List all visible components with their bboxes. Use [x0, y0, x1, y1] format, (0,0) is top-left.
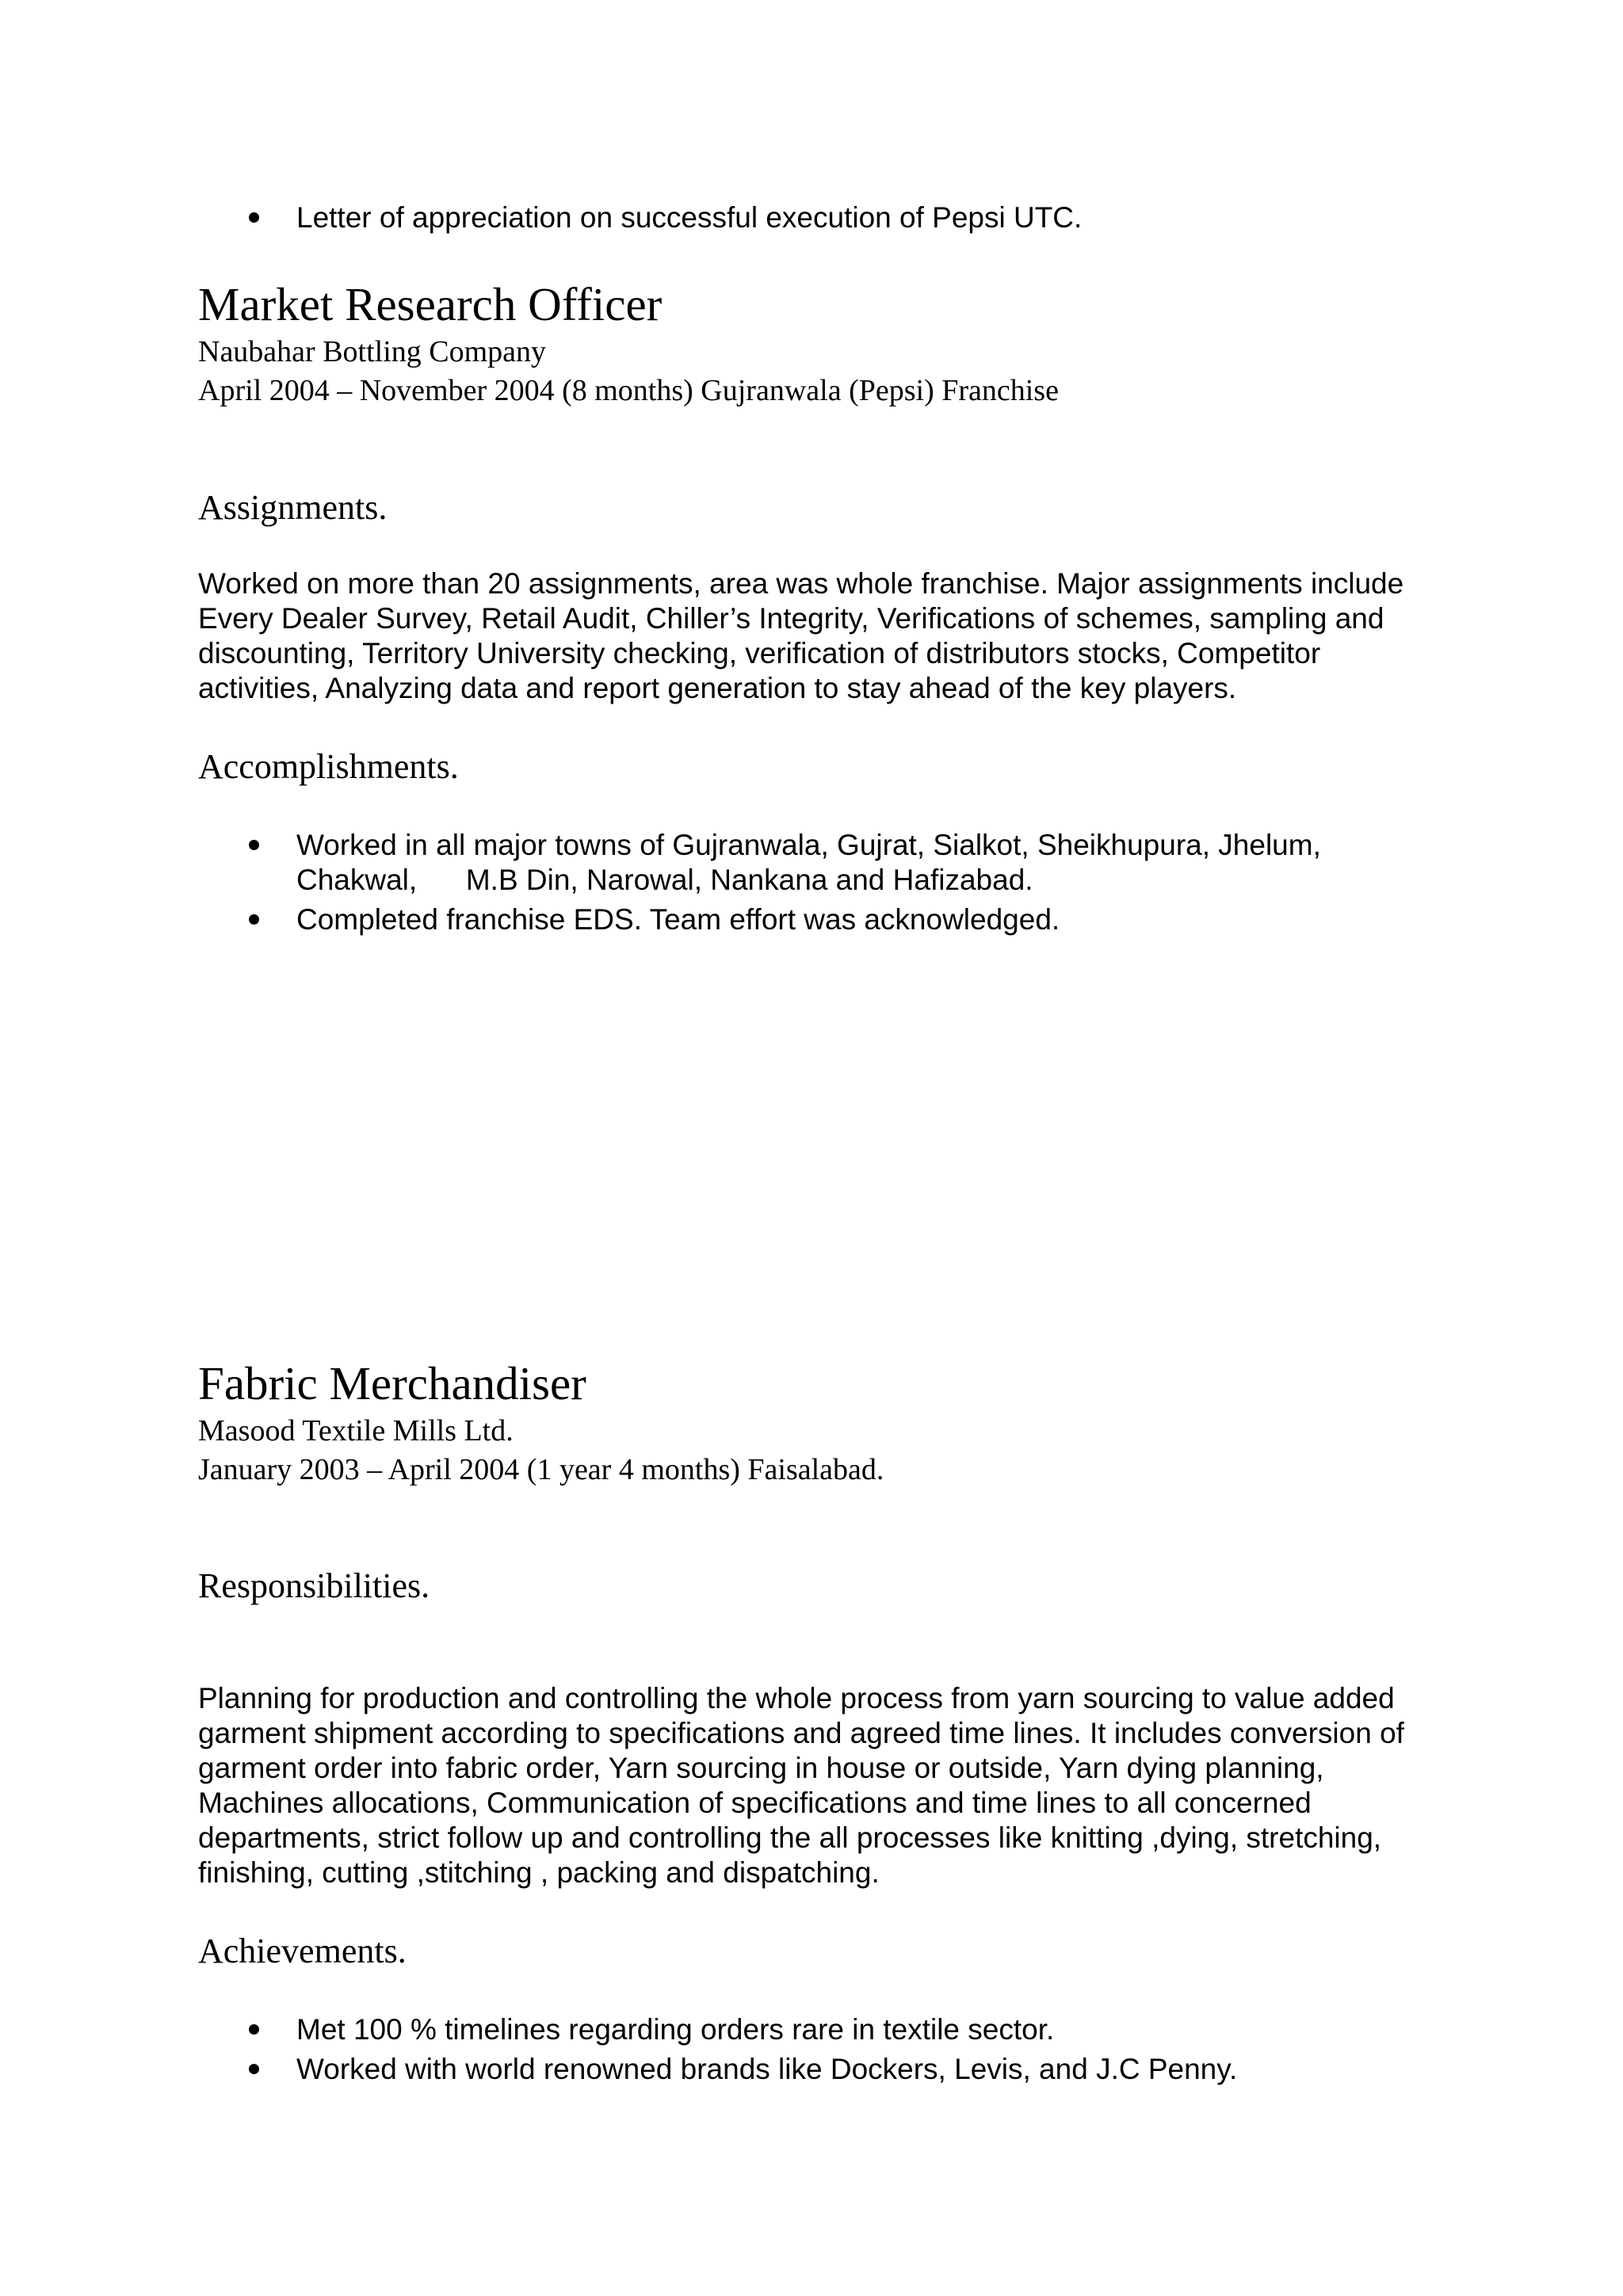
- list-item-text: Letter of appreciation on successful execution of Pepsi UTC.: [296, 201, 1083, 234]
- list-item-text: Completed franchise EDS. Team effort was acknowledged.: [296, 903, 1060, 936]
- bullet-icon: [249, 212, 259, 223]
- job-period: April 2004 – November 2004 (8 months) Gujranwala (Pepsi) Franchise: [198, 374, 1059, 407]
- list-item: [198, 828, 1434, 898]
- job-title: Market Research Officer: [198, 278, 663, 330]
- previous-achievements-list: [198, 200, 1434, 240]
- list-item: [198, 902, 1434, 937]
- section-paragraph: Worked on more than 20 assignments, area was whole franchise. Major assignments include Every Dealer Survey, Retail Audit, Chiller’s Integrity, Verifications of schemes, sampling and discounting, Territory University checking, verification of distributors stocks, Competitor activities, Analyzing data and report generation to stay ahead of the key players.: [198, 567, 1404, 704]
- section-heading: Assignments.: [198, 488, 388, 527]
- list-item-text: Worked in all major towns of Gujranwala, Gujrat, Sialkot, Sheikhupura, Jhelum, Chakwal, M.B Din, Narowal, Nankana and Hafizabad.: [296, 829, 1330, 896]
- job-period: January 2003 – April 2004 (1 year 4 months) Faisalabad.: [198, 1453, 884, 1486]
- list-item: [198, 200, 1434, 235]
- section-heading: Accomplishments.: [198, 747, 459, 786]
- company-name: Naubahar Bottling Company: [198, 335, 547, 368]
- section-heading: Responsibilities.: [198, 1566, 430, 1605]
- job-title: Fabric Merchandiser: [198, 1357, 586, 1409]
- accomplishments-list: [198, 828, 1434, 942]
- list-item-text: Worked with world renowned brands like Dockers, Levis, and J.C Penny.: [296, 2053, 1238, 2085]
- bullet-icon: [249, 2064, 259, 2074]
- bullet-icon: [249, 840, 259, 850]
- bullet-icon: [249, 914, 259, 925]
- list-item: [198, 2012, 1434, 2047]
- section-heading: Achievements.: [198, 1932, 407, 1970]
- list-item: [198, 2052, 1434, 2087]
- achievements-list: [198, 2012, 1434, 2092]
- bullet-icon: [249, 2024, 259, 2035]
- list-item-text: Met 100 % timelines regarding orders rare in textile sector.: [296, 2013, 1055, 2046]
- company-name: Masood Textile Mills Ltd.: [198, 1414, 514, 1447]
- section-paragraph: Planning for production and controlling the whole process from yarn sourcing to value added garment shipment according to specifications and agreed time lines. It includes conversion of garment order into fabric order, Yarn sourcing in house or outside, Yarn dying planning, Machines allocations, Communication of specifications and time lines to all concerned departments, strict follow up and controlling the all processes like knitting ,dying, stretching, finishing, cutting ,stitching , packing and dispatching.: [198, 1682, 1404, 1889]
